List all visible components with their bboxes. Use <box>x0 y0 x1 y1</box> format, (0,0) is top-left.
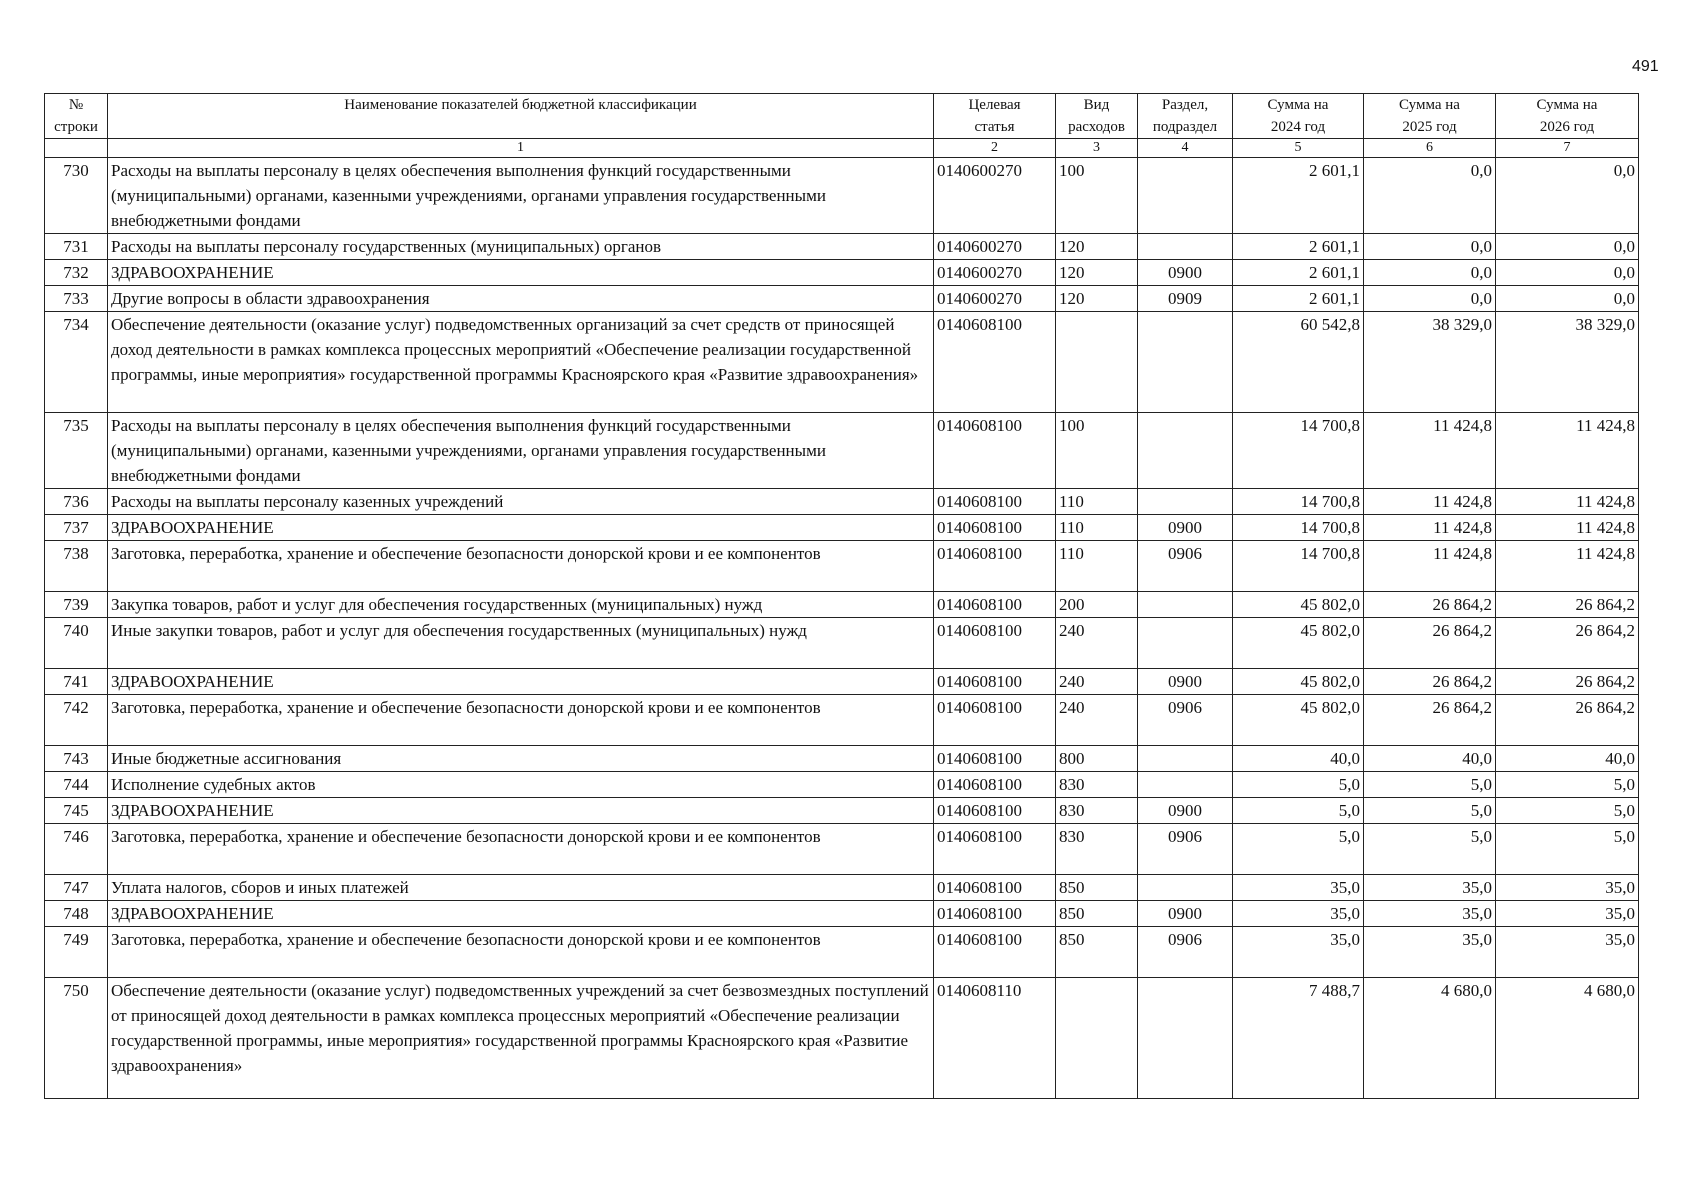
expense-type: 120 <box>1056 234 1138 260</box>
section-code: 0900 <box>1138 260 1233 286</box>
sum-2024: 60 542,8 <box>1233 312 1364 413</box>
indicator-name: Расходы на выплаты персоналу в целях обеспечения выполнения функций государственными (муниципальными) органами, казенными учреждениями, органами управления государственными внебюджетными фондами <box>108 158 934 234</box>
sum-2026: 5,0 <box>1496 772 1639 798</box>
sum-2024: 2 601,1 <box>1233 234 1364 260</box>
sum-2024: 45 802,0 <box>1233 695 1364 746</box>
target-article: 0140608100 <box>934 798 1056 824</box>
sum-2024: 2 601,1 <box>1233 158 1364 234</box>
indicator-name: Обеспечение деятельности (оказание услуг) подведомственных учреждений за счет безвозмездных поступлений от приносящей доход деятельности в рамках комплекса процессных мероприятий «Обеспечение реализации государственной программы, иные мероприятия» государственной программы Красноярского края «Развитие здравоохранения» <box>108 978 934 1099</box>
sum-2024: 45 802,0 <box>1233 669 1364 695</box>
table-row <box>45 798 1639 824</box>
section-code <box>1138 413 1233 489</box>
column-number: 1 <box>108 139 934 158</box>
section-code: 0906 <box>1138 824 1233 875</box>
header-sum-2026: Сумма на 2026 год <box>1496 94 1639 139</box>
sum-2025: 26 864,2 <box>1364 669 1496 695</box>
table-row <box>45 695 1639 746</box>
column-number: 5 <box>1233 139 1364 158</box>
row-number: 733 <box>45 286 108 312</box>
sum-2024: 35,0 <box>1233 901 1364 927</box>
sum-2026: 11 424,8 <box>1496 541 1639 592</box>
section-code <box>1138 772 1233 798</box>
indicator-name: Закупка товаров, работ и услуг для обеспечения государственных (муниципальных) нужд <box>108 592 934 618</box>
sum-2025: 40,0 <box>1364 746 1496 772</box>
expense-type <box>1056 978 1138 1099</box>
sum-2026: 4 680,0 <box>1496 978 1639 1099</box>
section-code <box>1138 618 1233 669</box>
sum-2024: 14 700,8 <box>1233 489 1364 515</box>
sum-2024: 2 601,1 <box>1233 286 1364 312</box>
sum-2025: 11 424,8 <box>1364 413 1496 489</box>
indicator-name: Заготовка, переработка, хранение и обеспечение безопасности донорской крови и ее компонентов <box>108 927 934 978</box>
indicator-name: ЗДРАВООХРАНЕНИЕ <box>108 260 934 286</box>
row-number: 739 <box>45 592 108 618</box>
expense-type: 100 <box>1056 158 1138 234</box>
target-article: 0140608100 <box>934 695 1056 746</box>
expense-type: 240 <box>1056 669 1138 695</box>
table-body <box>45 158 1639 1099</box>
target-article: 0140608100 <box>934 875 1056 901</box>
page-number: 491 <box>1632 58 1659 75</box>
sum-2026: 0,0 <box>1496 158 1639 234</box>
target-article: 0140600270 <box>934 260 1056 286</box>
expense-type: 110 <box>1056 489 1138 515</box>
sum-2024: 35,0 <box>1233 927 1364 978</box>
expense-type: 830 <box>1056 772 1138 798</box>
sum-2025: 35,0 <box>1364 901 1496 927</box>
target-article: 0140600270 <box>934 234 1056 260</box>
row-number: 741 <box>45 669 108 695</box>
sum-2024: 5,0 <box>1233 798 1364 824</box>
table-row <box>45 669 1639 695</box>
target-article: 0140608100 <box>934 927 1056 978</box>
sum-2026: 11 424,8 <box>1496 413 1639 489</box>
expense-type: 100 <box>1056 413 1138 489</box>
table-row <box>45 260 1639 286</box>
indicator-name: Расходы на выплаты персоналу государственных (муниципальных) органов <box>108 234 934 260</box>
sum-2026: 26 864,2 <box>1496 669 1639 695</box>
indicator-name: ЗДРАВООХРАНЕНИЕ <box>108 901 934 927</box>
column-number: 6 <box>1364 139 1496 158</box>
expense-type: 110 <box>1056 515 1138 541</box>
expense-type: 850 <box>1056 927 1138 978</box>
target-article: 0140608100 <box>934 592 1056 618</box>
section-code <box>1138 592 1233 618</box>
expense-type: 800 <box>1056 746 1138 772</box>
target-article: 0140608100 <box>934 618 1056 669</box>
table-row <box>45 618 1639 669</box>
sum-2026: 26 864,2 <box>1496 695 1639 746</box>
sum-2026: 35,0 <box>1496 901 1639 927</box>
section-code <box>1138 875 1233 901</box>
row-number: 736 <box>45 489 108 515</box>
target-article: 0140608100 <box>934 901 1056 927</box>
row-number: 747 <box>45 875 108 901</box>
expense-type <box>1056 312 1138 413</box>
section-code <box>1138 489 1233 515</box>
sum-2025: 5,0 <box>1364 798 1496 824</box>
sum-2024: 5,0 <box>1233 772 1364 798</box>
section-code: 0900 <box>1138 515 1233 541</box>
section-code: 0909 <box>1138 286 1233 312</box>
sum-2026: 26 864,2 <box>1496 592 1639 618</box>
column-number: 2 <box>934 139 1056 158</box>
sum-2026: 40,0 <box>1496 746 1639 772</box>
sum-2024: 14 700,8 <box>1233 413 1364 489</box>
expense-type: 830 <box>1056 824 1138 875</box>
section-code: 0906 <box>1138 541 1233 592</box>
header-expense-type: Вид расходов <box>1056 94 1138 139</box>
sum-2026: 5,0 <box>1496 798 1639 824</box>
row-number: 750 <box>45 978 108 1099</box>
sum-2024: 14 700,8 <box>1233 541 1364 592</box>
table-row <box>45 901 1639 927</box>
table-row <box>45 978 1639 1099</box>
sum-2024: 45 802,0 <box>1233 618 1364 669</box>
expense-type: 110 <box>1056 541 1138 592</box>
indicator-name: Заготовка, переработка, хранение и обеспечение безопасности донорской крови и ее компонентов <box>108 824 934 875</box>
indicator-name: ЗДРАВООХРАНЕНИЕ <box>108 515 934 541</box>
sum-2024: 14 700,8 <box>1233 515 1364 541</box>
target-article: 0140600270 <box>934 286 1056 312</box>
header-row-number: № строки <box>45 94 108 139</box>
column-number: 4 <box>1138 139 1233 158</box>
section-code: 0906 <box>1138 927 1233 978</box>
row-number: 737 <box>45 515 108 541</box>
table-row <box>45 592 1639 618</box>
row-number: 749 <box>45 927 108 978</box>
table-row <box>45 746 1639 772</box>
row-number: 745 <box>45 798 108 824</box>
sum-2025: 26 864,2 <box>1364 695 1496 746</box>
table-row <box>45 927 1639 978</box>
sum-2025: 0,0 <box>1364 158 1496 234</box>
indicator-name: Заготовка, переработка, хранение и обеспечение безопасности донорской крови и ее компонентов <box>108 695 934 746</box>
column-number-row <box>45 139 1639 158</box>
section-code <box>1138 234 1233 260</box>
section-code: 0900 <box>1138 901 1233 927</box>
target-article: 0140608100 <box>934 824 1056 875</box>
header-sum-2025: Сумма на 2025 год <box>1364 94 1496 139</box>
table-row <box>45 515 1639 541</box>
sum-2025: 26 864,2 <box>1364 592 1496 618</box>
indicator-name: Исполнение судебных актов <box>108 772 934 798</box>
column-number <box>45 139 108 158</box>
expense-type: 200 <box>1056 592 1138 618</box>
header-target-article: Целевая статья <box>934 94 1056 139</box>
sum-2026: 26 864,2 <box>1496 618 1639 669</box>
sum-2026: 35,0 <box>1496 875 1639 901</box>
column-number: 7 <box>1496 139 1639 158</box>
sum-2025: 11 424,8 <box>1364 515 1496 541</box>
header-sum-2024: Сумма на 2024 год <box>1233 94 1364 139</box>
section-code <box>1138 312 1233 413</box>
target-article: 0140608100 <box>934 312 1056 413</box>
budget-table <box>44 93 1639 1099</box>
sum-2026: 38 329,0 <box>1496 312 1639 413</box>
target-article: 0140600270 <box>934 158 1056 234</box>
sum-2024: 7 488,7 <box>1233 978 1364 1099</box>
section-code: 0900 <box>1138 798 1233 824</box>
column-number: 3 <box>1056 139 1138 158</box>
sum-2025: 4 680,0 <box>1364 978 1496 1099</box>
row-number: 743 <box>45 746 108 772</box>
row-number: 734 <box>45 312 108 413</box>
target-article: 0140608100 <box>934 669 1056 695</box>
expense-type: 240 <box>1056 618 1138 669</box>
sum-2025: 11 424,8 <box>1364 541 1496 592</box>
target-article: 0140608100 <box>934 746 1056 772</box>
sum-2024: 45 802,0 <box>1233 592 1364 618</box>
indicator-name: ЗДРАВООХРАНЕНИЕ <box>108 669 934 695</box>
indicator-name: Расходы на выплаты персоналу казенных учреждений <box>108 489 934 515</box>
header-row <box>45 94 1639 139</box>
row-number: 735 <box>45 413 108 489</box>
table-row <box>45 413 1639 489</box>
indicator-name: Иные бюджетные ассигнования <box>108 746 934 772</box>
indicator-name: Заготовка, переработка, хранение и обеспечение безопасности донорской крови и ее компонентов <box>108 541 934 592</box>
sum-2024: 5,0 <box>1233 824 1364 875</box>
indicator-name: Уплата налогов, сборов и иных платежей <box>108 875 934 901</box>
sum-2024: 40,0 <box>1233 746 1364 772</box>
expense-type: 850 <box>1056 901 1138 927</box>
target-article: 0140608100 <box>934 515 1056 541</box>
section-code <box>1138 978 1233 1099</box>
sum-2026: 11 424,8 <box>1496 489 1639 515</box>
sum-2026: 0,0 <box>1496 286 1639 312</box>
table-row <box>45 234 1639 260</box>
expense-type: 120 <box>1056 286 1138 312</box>
sum-2024: 2 601,1 <box>1233 260 1364 286</box>
row-number: 744 <box>45 772 108 798</box>
indicator-name: Иные закупки товаров, работ и услуг для обеспечения государственных (муниципальных) нужд <box>108 618 934 669</box>
sum-2025: 5,0 <box>1364 824 1496 875</box>
table-row <box>45 824 1639 875</box>
target-article: 0140608100 <box>934 413 1056 489</box>
row-number: 742 <box>45 695 108 746</box>
sum-2026: 0,0 <box>1496 260 1639 286</box>
sum-2026: 11 424,8 <box>1496 515 1639 541</box>
table-row <box>45 158 1639 234</box>
table-row <box>45 875 1639 901</box>
row-number: 740 <box>45 618 108 669</box>
header-indicator-name: Наименование показателей бюджетной классификации <box>108 94 934 139</box>
expense-type: 850 <box>1056 875 1138 901</box>
table-row <box>45 286 1639 312</box>
row-number: 730 <box>45 158 108 234</box>
sum-2026: 0,0 <box>1496 234 1639 260</box>
target-article: 0140608100 <box>934 541 1056 592</box>
table-row <box>45 541 1639 592</box>
table-row <box>45 312 1639 413</box>
sum-2025: 35,0 <box>1364 875 1496 901</box>
sum-2025: 0,0 <box>1364 234 1496 260</box>
table-row <box>45 772 1639 798</box>
section-code: 0906 <box>1138 695 1233 746</box>
sum-2025: 35,0 <box>1364 927 1496 978</box>
expense-type: 830 <box>1056 798 1138 824</box>
target-article: 0140608100 <box>934 489 1056 515</box>
expense-type: 240 <box>1056 695 1138 746</box>
indicator-name: ЗДРАВООХРАНЕНИЕ <box>108 798 934 824</box>
section-code: 0900 <box>1138 669 1233 695</box>
table-row <box>45 489 1639 515</box>
indicator-name: Другие вопросы в области здравоохранения <box>108 286 934 312</box>
sum-2025: 0,0 <box>1364 286 1496 312</box>
sum-2026: 5,0 <box>1496 824 1639 875</box>
row-number: 748 <box>45 901 108 927</box>
sum-2025: 5,0 <box>1364 772 1496 798</box>
sum-2025: 0,0 <box>1364 260 1496 286</box>
sum-2025: 11 424,8 <box>1364 489 1496 515</box>
section-code <box>1138 746 1233 772</box>
sum-2025: 26 864,2 <box>1364 618 1496 669</box>
sum-2026: 35,0 <box>1496 927 1639 978</box>
target-article: 0140608110 <box>934 978 1056 1099</box>
target-article: 0140608100 <box>934 772 1056 798</box>
row-number: 738 <box>45 541 108 592</box>
row-number: 746 <box>45 824 108 875</box>
section-code <box>1138 158 1233 234</box>
expense-type: 120 <box>1056 260 1138 286</box>
indicator-name: Расходы на выплаты персоналу в целях обеспечения выполнения функций государственными (муниципальными) органами, казенными учреждениями, органами управления государственными внебюджетными фондами <box>108 413 934 489</box>
indicator-name: Обеспечение деятельности (оказание услуг) подведомственных организаций за счет средств от приносящей доход деятельности в рамках комплекса процессных мероприятий «Обеспечение реализации государственной программы, иные мероприятия» государственной программы Красноярского края «Развитие здравоохранения» <box>108 312 934 413</box>
sum-2025: 38 329,0 <box>1364 312 1496 413</box>
sum-2024: 35,0 <box>1233 875 1364 901</box>
header-section: Раздел, подраздел <box>1138 94 1233 139</box>
row-number: 732 <box>45 260 108 286</box>
row-number: 731 <box>45 234 108 260</box>
